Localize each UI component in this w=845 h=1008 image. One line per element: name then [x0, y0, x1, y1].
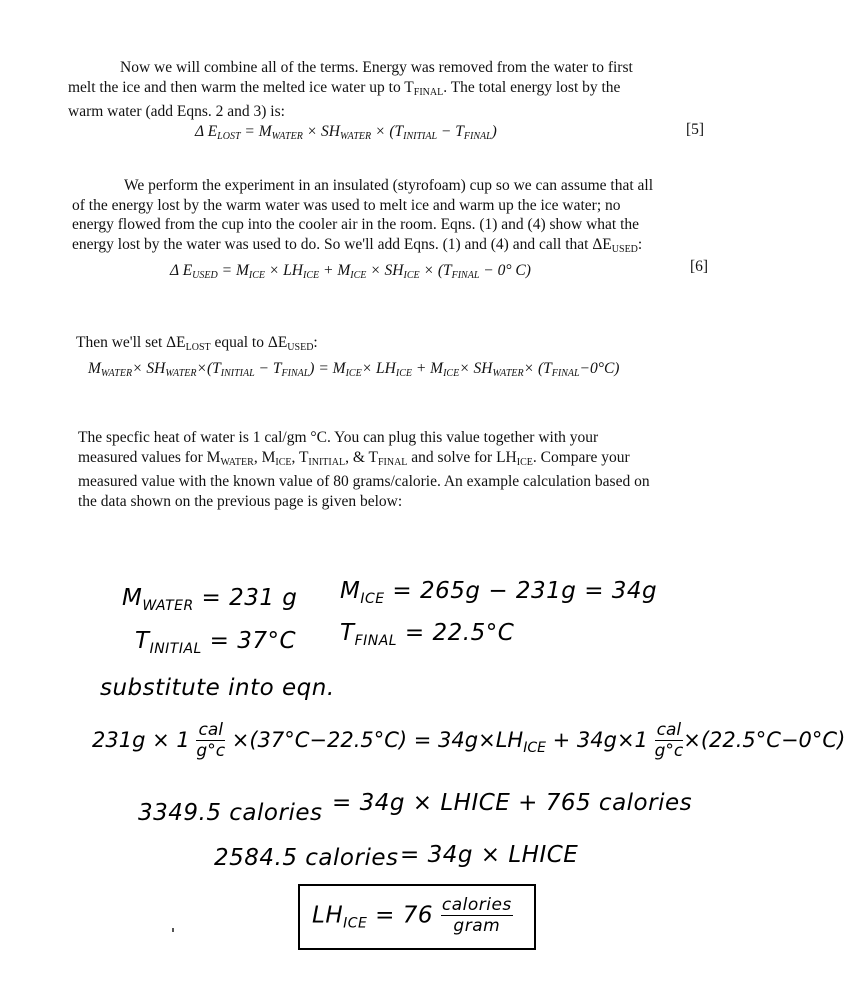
hw-calc-line-1: 231g × 1 $\frac{\text{cal}}{g^\circ c}$ $\times(37^\circ C-22.5^\circ C) = 34g\times LH_{ICE} + 34g\times 1$ $\frac{\text{cal}}{g^\circ c}$ ×(22.5°C−0°C): [92, 720, 845, 761]
paragraph-1: Now we will combine all of the terms. Energy was removed from the water to first melt the ice and then warm the melted ice water up to $T_{FINAL}$. The total energy lost by the warm water (add Eqns. 2 and 3) is:: [68, 59, 633, 120]
hw-result: $LH_{ICE} = 76$ $\frac{\text{calories}}{\text{gram}}$: [312, 895, 512, 936]
p1-line2b: . The total energy lost by the: [443, 78, 621, 96]
equation-6-number: [6]: [690, 258, 709, 275]
p1-line2a: melt the ice and then warm the melted ice water up to T: [68, 78, 414, 96]
p1-line1: Now we will combine all of the terms. Energy was removed from the water to first: [120, 59, 633, 76]
hw-calc-line-2b: = 34g × LHICE + 765 calories: [332, 790, 693, 816]
paragraph-4: The specfic heat of water is 1 cal/gm °C. You can plug this value together with your measured values for $M_{WATER}$, $M_{ICE}$, $T_{INITIAL}$, & $T_{FINAL}$ and solve for $LH_{ICE}$. Compare your measured value with the known value of 80 grams/calorie. An example calculation based on the data shown on the previous page is given below:: [78, 429, 650, 510]
equation-5: Δ $E_{LOST} = M_{WATER} \times SH_{WATER} \times (T_{INITIAL} - T_{FINAL})$: [195, 123, 497, 142]
hw-calc-line-2a: 3349.5 calories: [138, 800, 323, 826]
hw-t-initial: $T_{INITIAL} = 37^\circ C$: [135, 628, 297, 657]
unit-fraction-2: $\frac{\text{cal}}{g^\circ c}$: [654, 720, 684, 761]
unit-fraction-1: $\frac{\text{cal}}{g^\circ c}$: [196, 720, 226, 761]
paragraph-3: Then we'll set $\Delta E_{LOST}$ equal to $\Delta E_{USED}$:: [76, 334, 318, 353]
hw-t-final: $T_{FINAL} = 22.5^\circ C$: [340, 620, 515, 649]
equation-balance: $M_{WATER}\times SH_{WATER}\times(T_{INITIAL} - T_{FINAL}) = M_{ICE}\times LH_{ICE} + M_{ICE}\times SH_{WATER}\times (T_{FINAL}-0^\circ C)$: [88, 360, 620, 379]
equation-6: Δ $E_{USED} = M_{ICE} \times LH_{ICE} + M_{ICE} \times SH_{ICE} \times (T_{FINAL} - 0^\circ$ C): [170, 262, 531, 281]
paragraph-2: We perform the experiment in an insulated (styrofoam) cup so we can assume that all of the energy lost by the warm water was used to melt ice and warm up the ice water; no energy flowed from the cup into the cooler air in the room. Eqns. (1) and (4) show what the energy lost by the water was used to do. So we'll add Eqns. (1) and (4) and call that $\Delta E_{USED}$:: [72, 177, 654, 255]
stray-mark: [172, 928, 174, 932]
p1-line3: warm water (add Eqns. 2 and 3) is:: [68, 103, 285, 120]
hw-m-water: $M_{WATER} = 231$ g: [122, 585, 298, 614]
hw-calc-line-3b: = 34g × LHICE: [400, 842, 579, 868]
hw-substitute: substitute into eqn.: [100, 675, 335, 701]
hw-calc-line-3a: 2584.5 calories: [214, 845, 399, 871]
hw-m-ice: $M_{ICE} = 265g - 231g = 34g$: [340, 578, 658, 607]
equation-5-number: [5]: [686, 121, 705, 138]
result-fraction: $\frac{\text{calories}}{\text{gram}}$: [441, 895, 512, 936]
